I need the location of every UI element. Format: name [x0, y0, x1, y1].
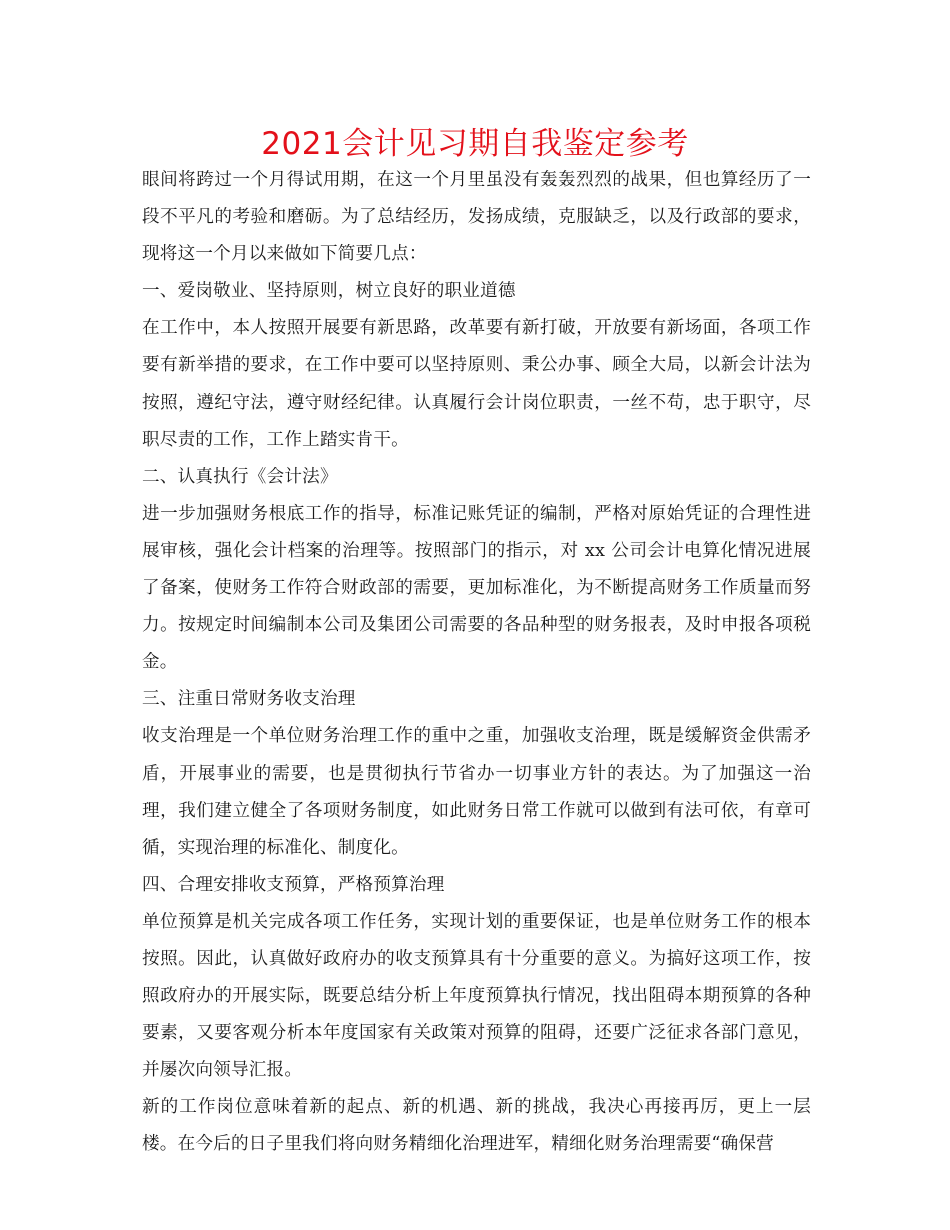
paragraph-section-3: 收支治理是一个单位财务治理工作的重中之重，加强收支治理，既是缓解资金供需矛盾，开展事业的需要，也是贯彻执行节省办一切事业方针的表达。为了加强这一治理，我们建立健全了各项财务制度，如此财务日常工作就可以做到有法可依，有章可循，实现治理的标准化、制度化。 — [142, 726, 811, 858]
document-body — [142, 162, 811, 1164]
section-heading-1: 一、爱岗敬业、坚持原则，树立良好的职业道德 — [142, 281, 516, 302]
document-title: 2021会计见习期自我鉴定参考 — [261, 126, 689, 162]
paragraph-section-2: 进一步加强财务根底工作的指导，标准记账凭证的编制，严格对原始凭证的合理性进展审核，强化会计档案的治理等。按照部门的指示，对 xx 公司会计电算化情况进展了备案，使财务工作符合财政部的需要，更加标准化，为不断提高财务工作质量而努力。按规定时间编制本公司及集团公司需要的各品种型的财务报表，及时申报各项税金。 — [142, 503, 811, 673]
paragraph-section-4: 单位预算是机关完成各项工作任务，实现计划的重要保证，也是单位财务工作的根本按照。因此，认真做好政府办的收支预算具有十分重要的意义。为搞好这项工作，按照政府办的开展实际，既要总结分析上年度预算执行情况，找出阻碍本期预算的各种要素，又要客观分析本年度国家有关政策对预算的阻碍，还要广泛征求各部门意见，并屡次向领导汇报。 — [142, 911, 811, 1081]
paragraph-section-1: 在工作中，本人按照开展要有新思路，改革要有新打破，开放要有新场面，各项工作要有新举措的要求，在工作中要可以坚持原则、秉公办事、顾全大局，以新会计法为按照，遵纪守法，遵守财经纪律。认真履行会计岗位职责，一丝不苟，忠于职守，尽职尽责的工作，工作上踏实肯干。 — [142, 318, 811, 450]
paragraph-intro: 眼间将跨过一个月得试用期，在这一个月里虽没有轰轰烈烈的战果，但也算经历了一段不平凡的考验和磨砺。为了总结经历，发扬成绩，克服缺乏，以及行政部的要求，现将这一个月以来做如下简要几点： — [142, 170, 811, 265]
paragraph-closing: 新的工作岗位意味着新的起点、新的机遇、新的挑战，我决心再接再厉，更上一层楼。在今后的日子里我们将向财务精细化治理进军，精细化财务治理需要“确保营 — [142, 1097, 811, 1155]
section-heading-2: 二、认真执行《会计法》 — [142, 466, 338, 487]
section-heading-3: 三、注重日常财务收支治理 — [142, 689, 356, 710]
section-heading-4: 四、合理安排收支预算，严格预算治理 — [142, 874, 445, 895]
